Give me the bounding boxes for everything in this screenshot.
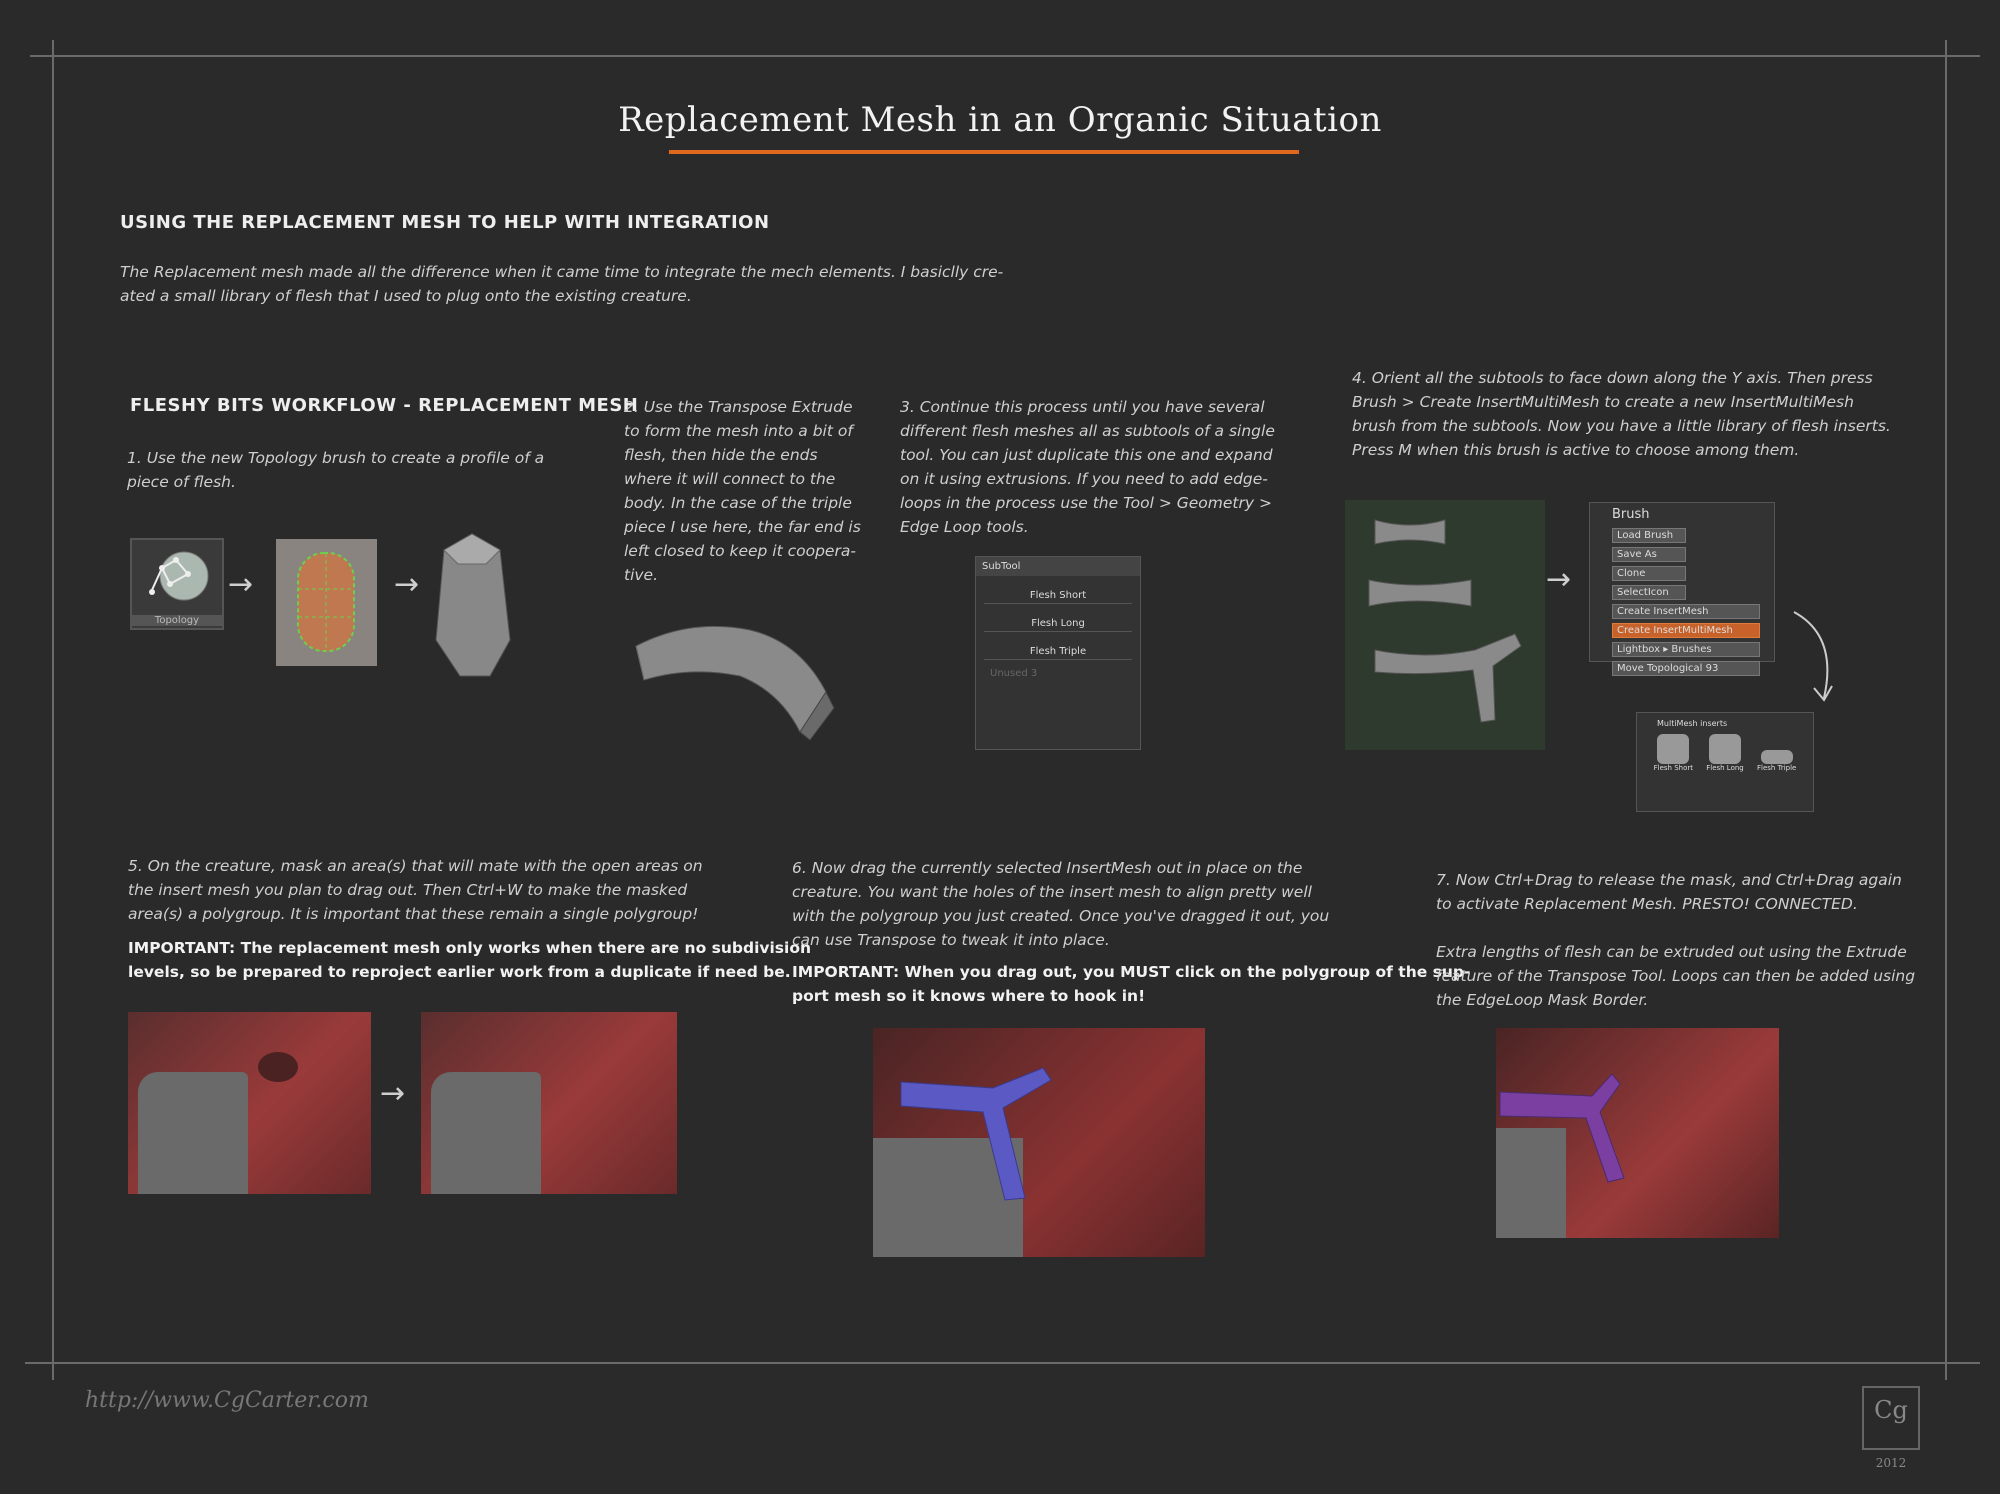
frame-left xyxy=(52,40,54,1380)
subtool-unused: Unused 3 xyxy=(990,668,1038,679)
subtool-item[interactable]: Flesh Long xyxy=(984,608,1132,632)
workflow-heading: FLESHY BITS WORKFLOW - REPLACEMENT MESH xyxy=(130,395,639,416)
multimesh-item[interactable]: Flesh Short xyxy=(1654,734,1693,772)
arrow-right-icon: → xyxy=(228,567,254,602)
curved-arrow-icon xyxy=(1788,606,1848,706)
step7b-text: Extra lengths of flesh can be extruded out using the Extrude feature of the Transpose Tool. Loops can then be added using the EdgeLoop Mask Border. xyxy=(1436,943,1916,1009)
brush-panel-title: Brush xyxy=(1612,507,1650,522)
multimesh-inserts-panel xyxy=(1636,712,1814,812)
multimesh-item[interactable]: Flesh Long xyxy=(1706,734,1744,772)
create-insertmesh-button[interactable]: Create InsertMesh xyxy=(1612,604,1760,619)
select-icon-button[interactable]: SelectIcon xyxy=(1612,585,1686,600)
arrow-right-icon: → xyxy=(380,1076,406,1111)
subtool-item[interactable]: Flesh Short xyxy=(984,580,1132,604)
multimesh-title: MultiMesh inserts xyxy=(1657,719,1728,728)
connected-insert-shape xyxy=(1496,1028,1779,1238)
insert-mesh-shape xyxy=(873,1028,1205,1257)
topology-profile-image xyxy=(276,539,377,666)
creature-polygroup-image xyxy=(421,1012,677,1194)
subtool-panel xyxy=(975,556,1141,750)
cg-logo xyxy=(1862,1386,1920,1470)
creature-masked-image xyxy=(128,1012,371,1194)
flesh-pieces-shape xyxy=(1345,500,1545,750)
step6-important: IMPORTANT: When you drag out, you MUST click on the polygroup of the sup- port mesh so it knows where to hook in! xyxy=(792,963,1471,1005)
subtool-item[interactable]: Flesh Triple xyxy=(984,636,1132,660)
step5-important: IMPORTANT: The replacement mesh only works when there are no subdivision levels, so be prepared to reproject earlier work from a duplicate if need be. xyxy=(128,939,812,981)
step6-text: 6. Now drag the currently selected InsertMesh out in place on the creature. You want the holes of the insert mesh to align pretty well with the polygroup you just created. Once you've dragged it out, you can use Transpose to tweak it into place. xyxy=(792,859,1330,949)
logo-text: Cg xyxy=(1874,1396,1908,1424)
profile-mesh-shape xyxy=(276,539,377,666)
multimesh-item[interactable]: Flesh Triple xyxy=(1757,734,1796,772)
topology-sphere-icon xyxy=(132,540,222,610)
topology-label: Topology xyxy=(132,615,222,626)
step3-text: 3. Continue this process until you have several different flesh meshes all as subtools of a single tool. You can just duplicate this one and expand on it using extrusions. If you need to add edge- loops in the process use the Tool > Geometry > Edge Loop tools. xyxy=(900,398,1275,536)
arrow-right-icon: → xyxy=(1546,562,1572,597)
insertmesh-dragged-image xyxy=(873,1028,1205,1257)
section-heading: USING THE REPLACEMENT MESH TO HELP WITH INTEGRATION xyxy=(120,212,770,233)
topology-brush-icon xyxy=(130,538,224,630)
page-title: Replacement Mesh in an Organic Situation xyxy=(618,100,1382,140)
step4-text: 4. Orient all the subtools to face down along the Y axis. Then press Brush > Create InsertMultiMesh to create a new InsertMultiMesh brush from the subtools. Now you have a little library of flesh inserts. Press M when this brush is active to choose among them. xyxy=(1352,369,1891,459)
frame-bottom xyxy=(25,1362,1980,1364)
transpose-extrude-image xyxy=(630,612,840,742)
step7-text: 7. Now Ctrl+Drag to release the mask, and Ctrl+Drag again to activate Replacement Mesh. PRESTO! CONNECTED. xyxy=(1436,871,1902,913)
arrow-right-icon: → xyxy=(394,567,420,602)
extruded-profile-image xyxy=(430,530,515,680)
frame-top xyxy=(30,55,1980,57)
save-as-button[interactable]: Save As xyxy=(1612,547,1686,562)
frame-right xyxy=(1945,40,1947,1380)
logo-year: 2012 xyxy=(1875,1456,1907,1470)
brush-panel xyxy=(1589,502,1775,674)
footer-url[interactable]: http://www.CgCarter.com xyxy=(85,1388,369,1413)
subtools-oriented-image xyxy=(1345,500,1545,750)
clone-button[interactable]: Clone xyxy=(1612,566,1686,581)
load-brush-button[interactable]: Load Brush xyxy=(1612,528,1686,543)
lightbox-brushes-button[interactable]: Lightbox ▸ Brushes xyxy=(1612,642,1760,657)
step1-text: 1. Use the new Topology brush to create a profile of a piece of flesh. xyxy=(127,449,545,491)
step2-text: 2. Use the Transpose Extrude to form the mesh into a bit of flesh, then hide the ends where it will connect to the body. In the case of the triple piece I use here, the far end is left closed to keep it coopera- tive. xyxy=(624,398,861,584)
step5-text: 5. On the creature, mask an area(s) that will mate with the open areas on the insert mesh you plan to drag out. Then Ctrl+W to make the masked area(s) a polygroup. It is important that these remain a single polygroup! xyxy=(128,857,703,923)
subtool-title: SubTool xyxy=(976,557,1140,576)
intro-text: The Replacement mesh made all the difference when it came time to integrate the mech elements. I basiclly cre- ated a small library of flesh that I used to plug onto the existing creature. xyxy=(120,263,1004,305)
replacement-mesh-connected-image xyxy=(1496,1028,1779,1238)
move-topological-slider[interactable]: Move Topological 93 xyxy=(1612,661,1760,676)
create-insertmultimesh-button[interactable]: Create InsertMultiMesh xyxy=(1612,623,1760,638)
title-underline xyxy=(669,150,1299,154)
